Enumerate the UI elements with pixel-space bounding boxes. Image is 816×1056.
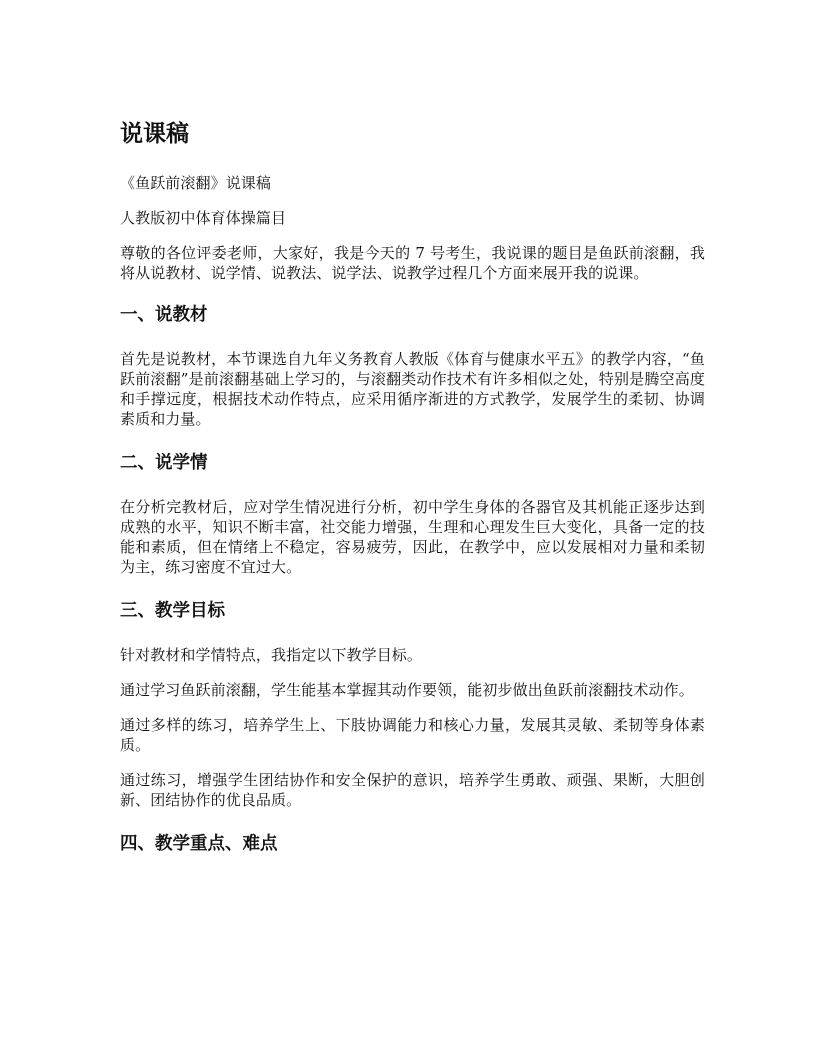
intro-paragraph: 尊敬的各位评委老师，大家好，我是今天的 7 号考生，我说课的题目是鱼跃前滚翻，我将从说教材、说学情、说教法、说学法、说教学过程几个方面来展开我的说课。 bbox=[120, 244, 705, 282]
section-heading-student-analysis: 二、说学情 bbox=[120, 453, 208, 473]
section-paragraph: 通过学习鱼跃前滚翻，学生能基本掌握其动作要领，能初步做出鱼跃前滚翻技术动作。 bbox=[120, 681, 694, 699]
document-page bbox=[120, 118, 705, 878]
section-paragraph: 首先是说教材，本节课选自九年义务教育人教版《体育与健康水平五》的教学内容，“鱼跃前滚翻”是前滚翻基础上学习的，与滚翻类动作技术有许多相似之处，特别是腾空高度和手撑远度，根据技术动作特点，应采用循序渐进的方式教学，发展学生的柔韧、协调素质和力量。 bbox=[120, 350, 705, 428]
section-paragraph: 针对教材和学情特点，我指定以下教学目标。 bbox=[120, 646, 423, 664]
section-heading-textbook: 一、说教材 bbox=[120, 305, 208, 325]
section-heading-teaching-goals: 三、教学目标 bbox=[120, 601, 225, 621]
document-subtitle: 《鱼跃前滚翻》说课稿 bbox=[120, 174, 272, 192]
section-paragraph: 通过练习，增强学生团结协作和安全保护的意识，培养学生勇敢、顽强、果断，大胆创新、团结协作的优良品质。 bbox=[120, 771, 705, 809]
edition-line: 人教版初中体育体操篇目 bbox=[120, 209, 287, 227]
section-paragraph: 在分析完教材后，应对学生情况进行分析，初中学生身体的各器官及其机能正逐步达到成熟的水平，知识不断丰富，社交能力增强，生理和心理发生巨大变化，具备一定的技能和素质，但在情绪上不稳定，容易疲劳，因此，在教学中，应以发展相对力量和柔韧为主，练习密度不宜过大。 bbox=[120, 498, 705, 576]
document-title: 说课稿 bbox=[120, 121, 189, 147]
section-heading-key-points: 四、教学重点、难点 bbox=[120, 834, 278, 854]
section-paragraph: 通过多样的练习，培养学生上、下肢协调能力和核心力量，发展其灵敏、柔韧等身体素质。 bbox=[120, 716, 705, 754]
